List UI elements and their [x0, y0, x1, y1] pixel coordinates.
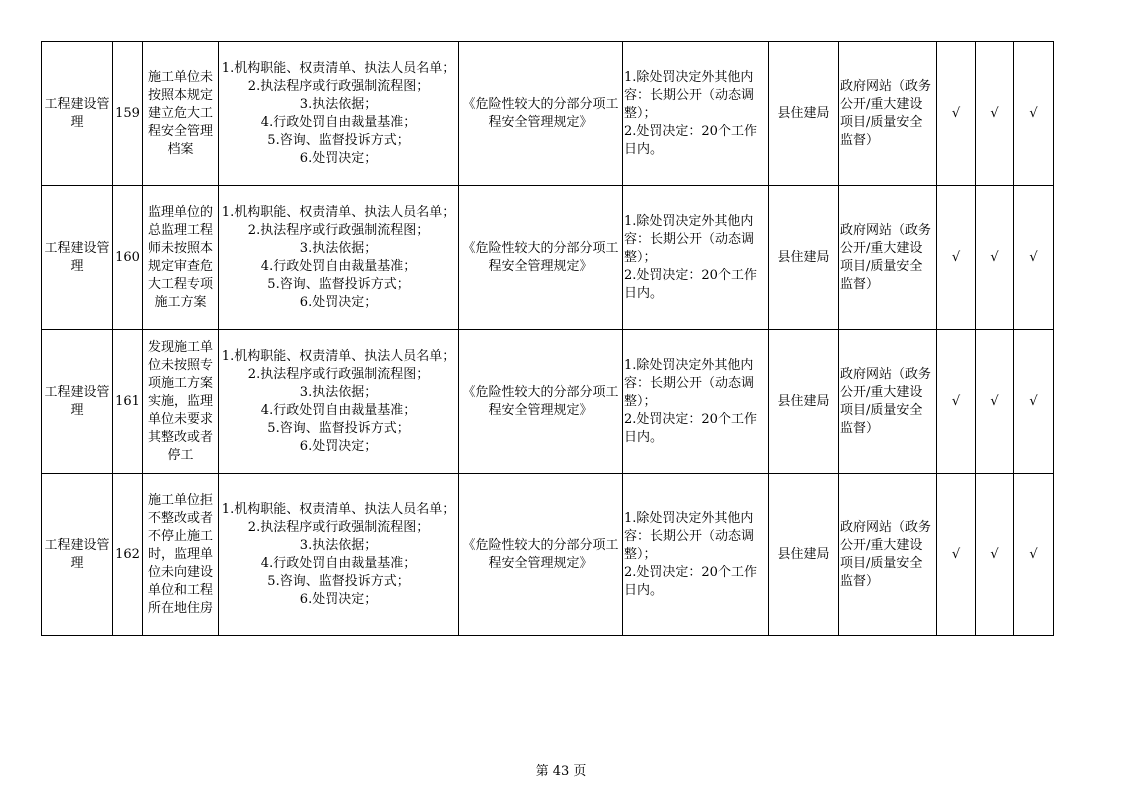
item-cell: 施工单位未按照本规定建立危大工程安全管理档案: [143, 42, 219, 186]
basis-cell: 《危险性较大的分部分项工程安全管理规定》: [459, 474, 623, 636]
content-cell: [219, 186, 459, 330]
page-number: 第 43 页: [535, 764, 587, 779]
disclosure-table: [41, 41, 1054, 636]
item-cell: 监理单位的总监理工程师未按照本规定审查危大工程专项施工方案: [143, 186, 219, 330]
content-cell: [219, 330, 459, 474]
time-cell: [623, 474, 769, 636]
content-line: 1.机构职能、权责清单、执法人员名单；: [221, 501, 456, 517]
content-line: 2.执法程序或行政强制流程图；: [247, 519, 430, 535]
content-cell: [219, 42, 459, 186]
content-line: 6.处罚决定；: [299, 438, 378, 454]
check-cell-3: √: [1014, 42, 1054, 186]
item-cell: 施工单位拒不整改或者不停止施工时，监理单位未向建设单位和工程所在地住房: [143, 474, 219, 636]
subject-cell: 县住建局: [769, 186, 839, 330]
content-line: 6.处罚决定；: [299, 150, 378, 166]
channel-text: 政府网站（政务公开/重大建设项目/质量安全监督）: [840, 78, 932, 148]
content-line: 4.行政处罚自由裁量基准；: [260, 555, 417, 571]
content-line: 6.处罚决定；: [299, 294, 378, 310]
content-line: 4.行政处罚自由裁量基准；: [260, 114, 417, 130]
content-line: 5.咨询、监督投诉方式；: [267, 420, 410, 436]
time-line: 2.处罚决定：20个工作日内。: [624, 564, 757, 598]
content-line: 1.机构职能、权责清单、执法人员名单；: [221, 60, 456, 76]
content-line: 5.咨询、监督投诉方式；: [267, 573, 410, 589]
time-line: 2.处罚决定：20个工作日内。: [624, 411, 757, 445]
basis-cell: 《危险性较大的分部分项工程安全管理规定》: [459, 42, 623, 186]
channel-text: 政府网站（政务公开/重大建设项目/质量安全监督）: [840, 366, 932, 436]
subject-cell: 县住建局: [769, 474, 839, 636]
channel-text: 政府网站（政务公开/重大建设项目/质量安全监督）: [840, 222, 932, 292]
category-cell: 工程建设管理: [42, 42, 113, 186]
number-cell: 160: [113, 186, 143, 330]
time-line: 2.处罚决定：20个工作日内。: [624, 267, 757, 301]
check-cell-2: √: [976, 330, 1014, 474]
subject-cell: 县住建局: [769, 42, 839, 186]
check-cell-2: √: [976, 474, 1014, 636]
content-line: 4.行政处罚自由裁量基准；: [260, 402, 417, 418]
category-cell: 工程建设管理: [42, 330, 113, 474]
check-cell-2: √: [976, 42, 1014, 186]
content-line: 1.机构职能、权责清单、执法人员名单；: [221, 348, 456, 364]
time-line: 2.处罚决定：20个工作日内。: [624, 123, 757, 157]
content-line: 2.执法程序或行政强制流程图；: [247, 78, 430, 94]
content-line: 5.咨询、监督投诉方式；: [267, 276, 410, 292]
subject-cell: 县住建局: [769, 330, 839, 474]
check-cell-3: √: [1014, 186, 1054, 330]
check-cell-1: √: [937, 186, 976, 330]
content-line: 4.行政处罚自由裁量基准；: [260, 258, 417, 274]
channel-cell: [839, 42, 937, 186]
basis-cell: 《危险性较大的分部分项工程安全管理规定》: [459, 330, 623, 474]
content-line: 5.咨询、监督投诉方式；: [267, 132, 410, 148]
category-cell: 工程建设管理: [42, 474, 113, 636]
time-cell: [623, 42, 769, 186]
check-cell-3: √: [1014, 330, 1054, 474]
number-cell: 161: [113, 330, 143, 474]
content-line: 3.执法依据；: [299, 96, 378, 112]
time-line: 1.除处罚决定外其他内容：长期公开（动态调整）；: [624, 69, 755, 121]
channel-cell: [839, 474, 937, 636]
content-line: 3.执法依据；: [299, 384, 378, 400]
check-cell-1: √: [937, 42, 976, 186]
number-cell: 159: [113, 42, 143, 186]
item-cell: 发现施工单位未按照专项施工方案实施，监理单位未要求其整改或者停工: [143, 330, 219, 474]
table-row: [42, 330, 1054, 474]
time-cell: [623, 330, 769, 474]
basis-cell: 《危险性较大的分部分项工程安全管理规定》: [459, 186, 623, 330]
content-line: 6.处罚决定；: [299, 591, 378, 607]
channel-cell: [839, 186, 937, 330]
check-cell-1: √: [937, 474, 976, 636]
time-line: 1.除处罚决定外其他内容：长期公开（动态调整）；: [624, 213, 755, 265]
table-row: [42, 186, 1054, 330]
table-row: [42, 42, 1054, 186]
time-line: 1.除处罚决定外其他内容：长期公开（动态调整）；: [624, 357, 755, 409]
content-line: 2.执法程序或行政强制流程图；: [247, 222, 430, 238]
check-cell-2: √: [976, 186, 1014, 330]
channel-cell: [839, 330, 937, 474]
content-line: 2.执法程序或行政强制流程图；: [247, 366, 430, 382]
number-cell: 162: [113, 474, 143, 636]
channel-text: 政府网站（政务公开/重大建设项目/质量安全监督）: [840, 519, 932, 589]
check-cell-3: √: [1014, 474, 1054, 636]
content-line: 1.机构职能、权责清单、执法人员名单；: [221, 204, 456, 220]
content-line: 3.执法依据；: [299, 537, 378, 553]
table-row: [42, 474, 1054, 636]
check-cell-1: √: [937, 330, 976, 474]
time-cell: [623, 186, 769, 330]
time-line: 1.除处罚决定外其他内容：长期公开（动态调整）；: [624, 510, 755, 562]
category-cell: 工程建设管理: [42, 186, 113, 330]
content-line: 3.执法依据；: [299, 240, 378, 256]
content-cell: [219, 474, 459, 636]
